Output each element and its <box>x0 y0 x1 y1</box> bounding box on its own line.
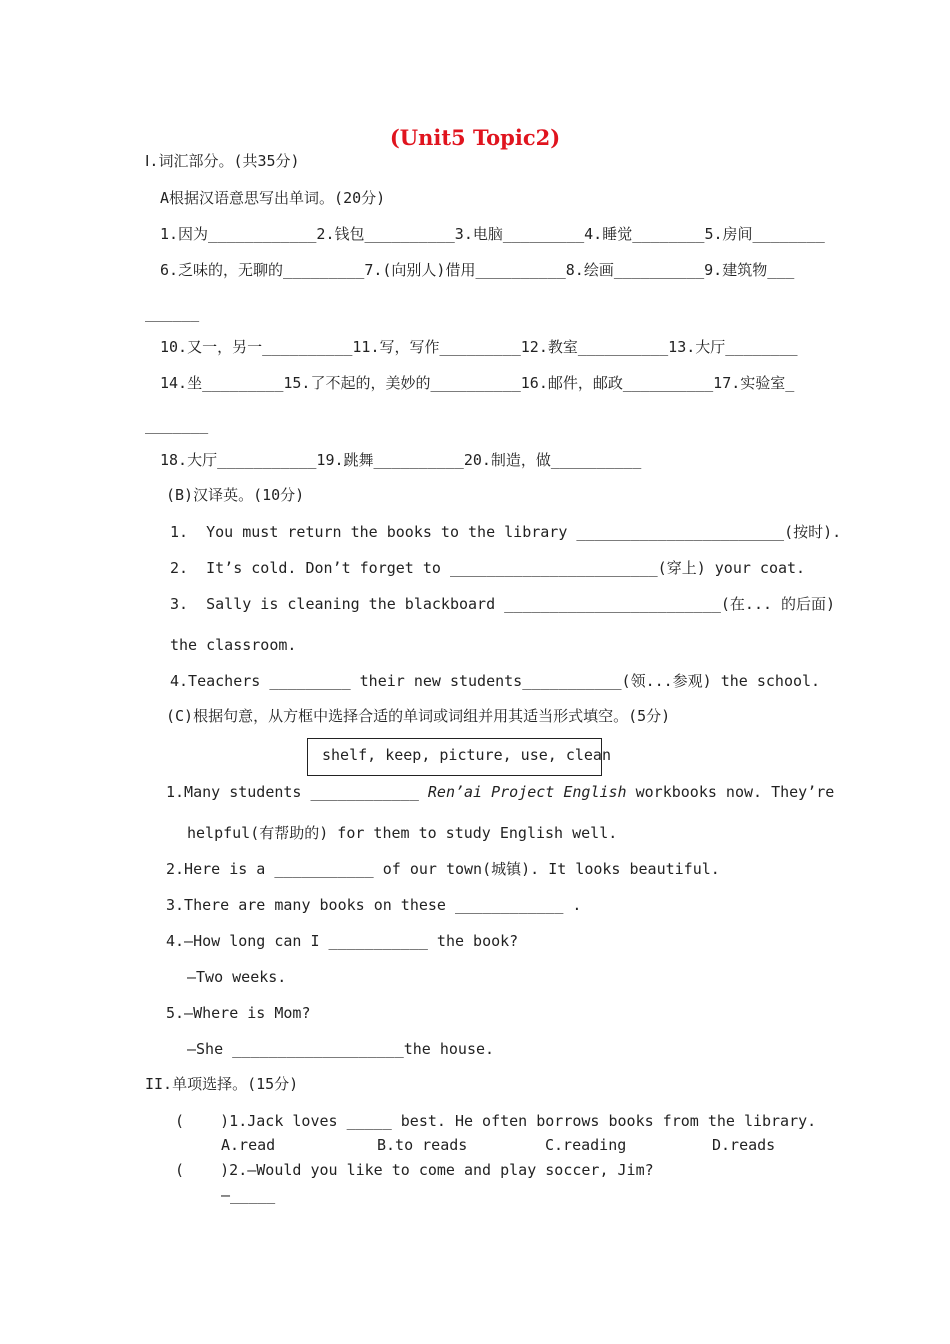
partB-line-4: the classroom. <box>170 636 297 654</box>
partC-q3: 3.There are many books on these ____________ . <box>166 896 582 914</box>
partA-line-7: 18.大厅___________19.跳舞__________20.制造，做__________ <box>160 451 642 469</box>
partB-line-5: 4.Teachers _________ their new students___________(领...参观) the school. <box>170 672 821 690</box>
partA-line-6: _______ <box>145 416 209 434</box>
partA-line-1: 1.因为____________2.钱包__________3.电脑_________4.睡觉________5.房间________ <box>160 225 825 243</box>
mc-q1-stem: ( )1.Jack loves _____ best. He often borrows books from the library. <box>175 1112 817 1130</box>
page-title: (Unit5 Topic2) <box>389 125 561 150</box>
section2-heading: II.单项选择。(15分) <box>145 1075 299 1093</box>
partA-line-4: 10.又一，另一__________11.写，写作_________12.教室__________13.大厅________ <box>160 338 798 356</box>
word-box-text: shelf, keep, picture, use, clean <box>322 746 611 764</box>
mc-q1-option-c: C.reading <box>545 1136 627 1154</box>
mc-q1-option-b: B.to reads <box>377 1136 468 1154</box>
mc-q2-stem: ( )2.—Would you like to come and play soccer, Jim? <box>175 1161 654 1179</box>
partC-q2: 2.Here is a ___________ of our town(城镇). It looks beautiful. <box>166 860 720 878</box>
partA-line-5: 14.坐_________15.了不起的，美妙的__________16.邮件，邮政__________17.实验室_ <box>160 374 795 392</box>
partC-q4: 4.—How long can I ___________ the book? <box>166 932 519 950</box>
partA-line-2: 6.乏味的，无聊的_________7.(向别人)借用__________8.绘画__________9.建筑物___ <box>160 261 795 279</box>
partA-line-3: ______ <box>145 304 200 322</box>
section1-heading: Ⅰ.词汇部分。(共35分) <box>145 152 300 170</box>
partB-line-2: 2. It’s cold. Don’t forget to _______________________(穿上) your coat. <box>170 559 806 577</box>
word-box <box>307 738 611 776</box>
partC-q1-cont: helpful(有帮助的) for them to study English well. <box>187 824 618 842</box>
partC-q5: 5.—Where is Mom? <box>166 1004 311 1022</box>
partC-q1 <box>166 782 834 802</box>
mc-q1-option-a: A.read <box>221 1136 276 1154</box>
partC-q1-post: workbooks now. They’re <box>626 783 835 801</box>
partC-q1-pre: 1.Many students ____________ <box>166 783 428 801</box>
mc-q2-answer-line: —_____ <box>221 1186 276 1204</box>
partB-heading: (B)汉译英。(10分) <box>166 486 305 504</box>
partC-heading: (C)根据句意，从方框中选择合适的单词或词组并用其适当形式填空。(5分) <box>166 707 671 725</box>
partC-q1-book-title: Ren’ai Project English <box>427 783 627 801</box>
partB-line-3: 3. Sally is cleaning the blackboard ________________________(在... 的后面) <box>170 595 836 613</box>
partA-heading: A根据汉语意思写出单词。(20分) <box>160 189 386 207</box>
mc-q1-option-d: D.reads <box>712 1136 776 1154</box>
partB-line-1: 1. You must return the books to the library _______________________(按时). <box>170 523 842 541</box>
partC-q5-answer: —She ___________________the house. <box>187 1040 495 1058</box>
partC-q4-answer: —Two weeks. <box>187 968 287 986</box>
